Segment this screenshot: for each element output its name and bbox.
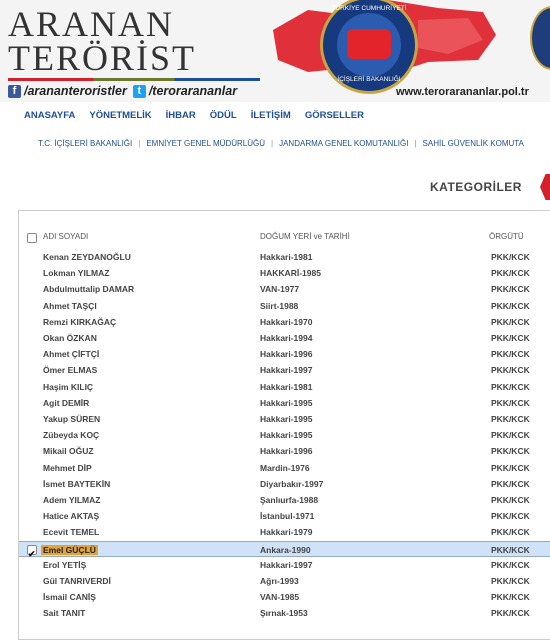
social-links — [8, 84, 237, 98]
table-row[interactable] — [19, 443, 550, 459]
site-url[interactable]: www.terorarananlar.pol.tr — [396, 86, 529, 98]
cell-org: PKK/KCK — [491, 333, 530, 343]
cell-org: PKK/KCK — [491, 511, 530, 522]
cell-name: Lokman YILMAZ — [43, 268, 110, 279]
cell-birth: Hakkari-1979 — [260, 527, 313, 538]
cell-org: PKK/KCK — [491, 559, 530, 570]
twitter-handle[interactable]: /terorarananlar — [148, 84, 238, 98]
cell-birth: Şırnak-1953 — [260, 608, 308, 619]
table-row[interactable] — [19, 362, 550, 378]
subnav-jandarma[interactable]: JANDARMA GENEL KOMUTANLIĞI — [279, 138, 409, 148]
cell-org: PKK/KCK — [491, 252, 530, 262]
cell-birth: Ağrı-1993 — [260, 576, 299, 586]
table-row[interactable] — [19, 330, 550, 346]
table-row[interactable] — [19, 573, 550, 589]
cell-name: Zübeyda KOÇ — [43, 430, 100, 441]
cell-org: PKK/KCK — [491, 430, 530, 441]
logo-line1[interactable]: ARANAN — [8, 4, 175, 44]
cell-name: Ömer ELMAS — [43, 365, 98, 376]
twitter-icon[interactable]: t — [133, 85, 146, 98]
cell-org: PKK/KCK — [491, 268, 530, 279]
cell-name: Mikail OĞUZ — [43, 446, 94, 457]
cell-birth: Hakkari-1995 — [260, 397, 313, 408]
cell-org: PKK/KCK — [491, 462, 530, 473]
col-org[interactable]: ÖRGÜTÜ — [489, 232, 524, 241]
table-row[interactable] — [19, 427, 550, 443]
cell-birth: İstanbul-1971 — [260, 511, 315, 522]
cell-org: PKK/KCK — [491, 478, 530, 489]
subnav-sahil[interactable]: SAHİL GÜVENLİK KOMUTA — [422, 138, 524, 148]
col-name[interactable]: ADI SOYADI — [43, 232, 89, 241]
table-row[interactable] — [19, 411, 550, 427]
cell-org: PKK/KCK — [491, 414, 530, 424]
table-row[interactable] — [19, 395, 550, 411]
cell-name: Sait TANIT — [43, 608, 86, 619]
cell-org: PKK/KCK — [491, 592, 530, 603]
table-row[interactable] — [19, 460, 550, 476]
cell-birth: Hakkari-1995 — [260, 430, 313, 441]
cell-name: Agit DEMİR — [43, 397, 90, 408]
select-all-checkbox[interactable] — [27, 233, 37, 243]
cell-name: Haşim KILIÇ — [43, 381, 94, 392]
table-row[interactable] — [19, 249, 550, 265]
cell-org: PKK/KCK — [491, 527, 530, 538]
emblem-bottom-text: İÇİŞLERİ BAKANLIĞI — [337, 76, 401, 83]
cell-name: Mehmet DİP — [43, 462, 92, 473]
cell-name: Adem YILMAZ — [43, 495, 101, 505]
cell-org: PKK/KCK — [491, 544, 530, 555]
facebook-handle[interactable]: /arananteroristler — [24, 84, 127, 98]
table-row[interactable] — [19, 492, 550, 508]
subnav-divider: | — [138, 138, 141, 148]
main-nav — [0, 102, 550, 128]
cell-birth: VAN-1985 — [260, 592, 300, 603]
cell-name: Kenan ZEYDANOĞLU — [43, 252, 131, 262]
nav-anasayfa[interactable]: ANASAYFA — [24, 109, 76, 121]
logo-line2[interactable]: TERÖRİST — [8, 38, 197, 78]
wanted-table — [18, 210, 550, 640]
cell-birth: VAN-1977 — [260, 284, 300, 295]
cell-org: PKK/KCK — [491, 316, 530, 327]
facebook-icon[interactable]: f — [8, 85, 21, 98]
police-badge-icon — [530, 6, 550, 70]
cell-birth: Hakkari-1997 — [260, 365, 313, 376]
table-row[interactable] — [19, 476, 550, 492]
cell-name: İsmail CANİŞ — [43, 592, 96, 603]
cell-name: Yakup SÜREN — [43, 414, 101, 424]
cell-name: Ecevit TEMEL — [43, 527, 100, 538]
cell-name: Emel GÜÇLÜ — [43, 544, 96, 555]
cell-org: PKK/KCK — [491, 349, 530, 360]
table-row[interactable] — [19, 605, 550, 621]
cell-org: PKK/KCK — [491, 446, 530, 457]
crest-map-icon — [347, 29, 391, 59]
institution-nav — [0, 128, 550, 158]
nav-ihbar[interactable]: İHBAR — [165, 109, 196, 121]
cell-birth: Hakkari-1981 — [260, 381, 313, 392]
nav-odul[interactable]: ÖDÜL — [209, 109, 237, 121]
table-row[interactable] — [19, 379, 550, 395]
cell-name: Hatice AKTAŞ — [43, 511, 100, 522]
table-header — [19, 228, 550, 248]
site-header — [0, 0, 550, 102]
cell-birth: Diyarbakır-1997 — [260, 478, 324, 489]
cell-name: Ahmet TAŞÇI — [43, 300, 97, 311]
table-row[interactable] — [19, 281, 550, 297]
cell-name: Gül TANRIVERDİ — [43, 576, 111, 586]
ministry-emblem — [320, 0, 418, 94]
cell-org: PKK/KCK — [491, 381, 530, 392]
cell-name: Okan ÖZKAN — [43, 333, 97, 343]
cell-name: Ahmet ÇİFTÇİ — [43, 349, 100, 360]
emblem-top-text: TÜRKİYE CUMHURİYETİ — [331, 5, 407, 12]
cell-birth: Mardin-1976 — [260, 462, 310, 473]
cell-birth: HAKKARİ-1985 — [260, 268, 321, 279]
table-row[interactable] — [19, 524, 550, 540]
subnav-icisleri[interactable]: T.C. İÇİŞLERİ BAKANLIĞI — [38, 138, 133, 148]
cell-birth: Hakkari-1994 — [260, 333, 313, 343]
cell-birth: Ankara-1990 — [260, 544, 311, 555]
cell-name: Abdulmuttalip DAMAR — [43, 284, 135, 295]
cell-name: Erol YETİŞ — [43, 559, 87, 570]
row-checkbox[interactable] — [27, 545, 37, 559]
cell-org: PKK/KCK — [491, 397, 530, 408]
nav-yonetmelik[interactable]: YÖNETMELİK — [89, 109, 152, 121]
subnav-divider: | — [414, 138, 417, 148]
cell-org: PKK/KCK — [491, 608, 530, 619]
cell-birth: Hakkari-1995 — [260, 414, 313, 424]
category-marker-icon — [540, 174, 550, 200]
nav-iletisim[interactable]: İLETİŞİM — [250, 109, 291, 121]
cell-birth: Hakkari-1970 — [260, 316, 313, 327]
subnav-emniyet[interactable]: EMNİYET GENEL MÜDÜRLÜĞÜ — [146, 138, 266, 148]
table-row[interactable] — [19, 589, 550, 605]
table-row[interactable] — [19, 346, 550, 362]
cell-birth: Hakkari-1997 — [260, 559, 313, 570]
table-row[interactable] — [19, 541, 550, 557]
cell-org: PKK/KCK — [491, 300, 530, 311]
cell-birth: Hakkari-1996 — [260, 349, 313, 360]
checkmark-icon: ✔ — [28, 548, 36, 559]
table-row[interactable] — [19, 508, 550, 524]
cell-birth: Hakkari-1996 — [260, 446, 313, 457]
subnav-divider: | — [271, 138, 274, 148]
cell-name: İsmet BAYTEKİN — [43, 478, 111, 489]
cell-org: PKK/KCK — [491, 576, 530, 586]
category-title: KATEGORİLER — [430, 180, 522, 194]
cell-birth: Hakkari-1981 — [260, 252, 313, 262]
cell-birth: Siirt-1988 — [260, 300, 299, 311]
cell-birth: Şanlıurfa-1988 — [260, 495, 319, 505]
nav-gorseller[interactable]: GÖRSELLER — [304, 109, 364, 121]
table-row[interactable] — [19, 314, 550, 330]
cell-org: PKK/KCK — [491, 365, 530, 376]
col-birth[interactable]: DOĞUM YERİ ve TARİHİ — [260, 232, 350, 241]
table-row[interactable] — [19, 265, 550, 281]
table-row[interactable] — [19, 298, 550, 314]
cell-org: PKK/KCK — [491, 495, 530, 505]
table-row[interactable] — [19, 557, 550, 573]
logo-stripe — [8, 78, 260, 81]
cell-org: PKK/KCK — [491, 284, 530, 295]
cell-name: Remzi KIRKAĞAÇ — [43, 316, 117, 327]
